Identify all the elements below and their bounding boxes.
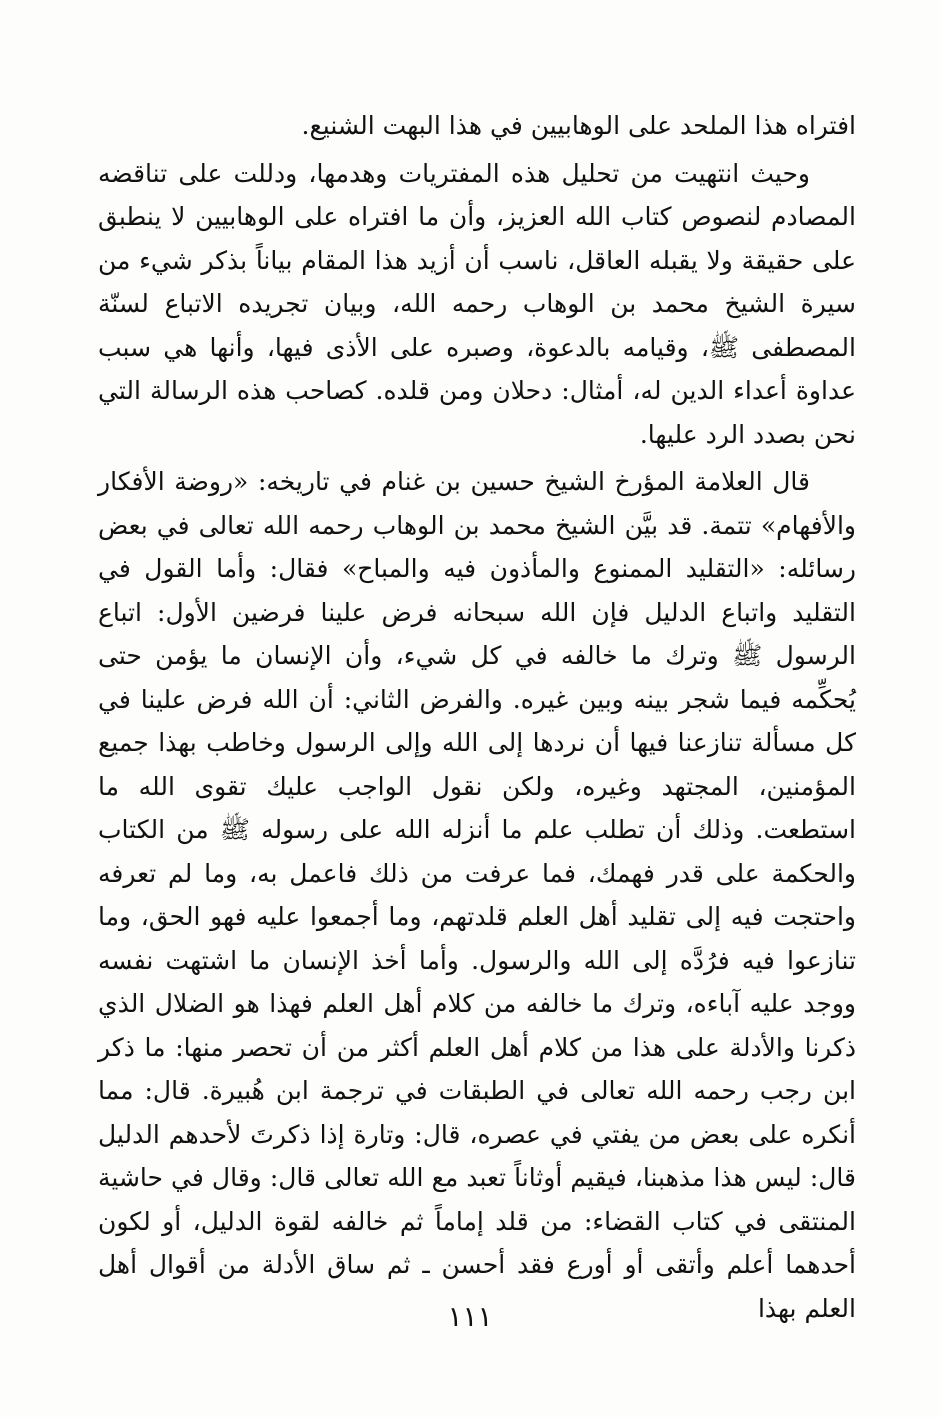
paragraph-ibn-ghannam-quote: قال العلامة المؤرخ الشيخ حسين بن غنام في تاريخه: «روضة الأفكار والأفهام» تتمة. قد بيَّن الشيخ محمد بن الوهاب رحمه الله تعالى في بعض رسائله: «التقليد الممنوع والمأذون فيه والمباح» فقال: وأما القول في التقليد واتباع الدليل فإن الله سبحانه فرض علينا فرضين الأول: اتباع الرسول ﷺ وترك ما خالفه في كل شيء، وأن الإنسان ما يؤمن حتى يُحكِّمه فيما شجر بينه وبين غيره. والفرض الثاني: أن الله فرض علينا في كل مسألة تنازعنا فيها أن نردها إلى الله وإلى الرسول وخاطب بهذا جميع المؤمنين، المجتهد وغيره، ولكن نقول الواجب عليك تقوى الله ما استطعت. وذلك أن تطلب علم ما أنزله الله على رسوله ﷺ من الكتاب والحكمة على قدر فهمك، فما عرفت من ذلك فاعمل به، وما لم تعرفه واحتجت فيه إلى تقليد أهل العلم قلدتهم، وما أجمعوا عليه فهو الحق، وما تنازعوا فيه فرُدَّه إلى الله والرسول. وأما أخذ الإنسان ما اشتهت نفسه ووجد عليه آباءه، وترك ما خالفه من كلام أهل العلم فهذا هو الضلال الذي ذكرنا والأدلة على هذا من كلام أهل العلم أكثر من أن تحصر منها: ما ذكر ابن رجب رحمه الله تعالى في الطبقات في ترجمة ابن هُبيرة. قال: مما أنكره على بعض من يفتي في عصره، قال: وتارة إذا ذكرتَ لأحدهم الدليل قال: ليس هذا مذهبنا، فيقيم أوثاناً تعبد مع الله تعالى قال: وقال في حاشية المنتقى في كتاب القضاء: من قلد إماماً ثم خالفه لقوة الدليل، أو لكون أحدهما أعلم وأتقى أو أورع فقد أحسن ـ ثم ساق الأدلة من أقوال أهل العلم بهذا (98, 467, 856, 1323)
paragraph-continuation: افتراه هذا الملحد على الوهابيين في هذا البهت الشنيع. (301, 111, 856, 140)
page-number: ١١١ (447, 1300, 493, 1333)
paragraph-wahhabi-rebuttal: وحيث انتهيت من تحليل هذه المفتريات وهدمها، ودللت على تناقضه المصادم لنصوص كتاب الله العزيز، وأن ما افتراه على الوهابيين لا ينطبق على حقيقة ولا يقبله العاقل، ناسب أن أزيد هذا المقام بياناً بذكر شيء من سيرة الشيخ محمد بن الوهاب رحمه الله، وبيان تجريده الاتباع لسنّة المصطفى ﷺ، وقيامه بالدعوة، وصبره على الأذى فيها، وأنها هي سبب عداوة أعداء الدين له، أمثال: دحلان ومن قلده. كصاحب هذه الرسالة التي نحن بصدد الرد عليها. (98, 158, 856, 449)
body-text (98, 104, 856, 1330)
